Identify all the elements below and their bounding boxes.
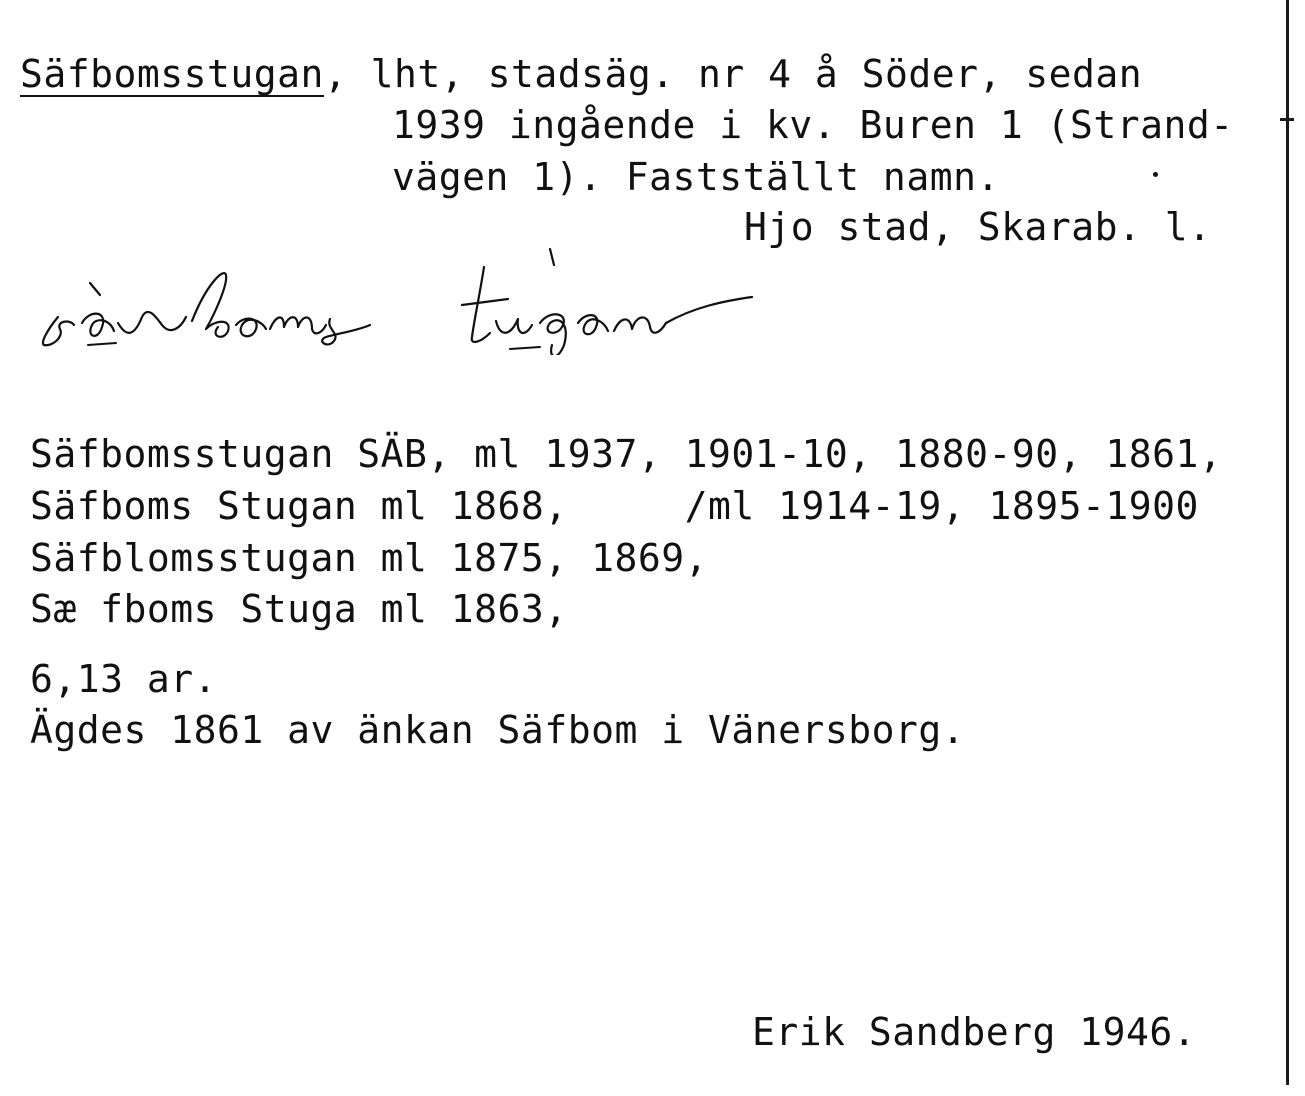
card-right-edge xyxy=(1286,0,1289,1085)
ink-speck xyxy=(1153,172,1158,177)
area-line: 6,13 ar. xyxy=(30,657,218,701)
header-line-1 xyxy=(20,52,1142,96)
variant-line-3: Säfblomsstugan ml 1875, 1869, xyxy=(30,536,708,580)
headword: Säfbomsstugan xyxy=(20,52,324,96)
header-line-2: 1939 ingående i kv. Buren 1 (Strand- xyxy=(392,103,1234,147)
location-line: Hjo stad, Skarab. l. xyxy=(744,205,1212,249)
variant-line-1: Säfbomsstugan SÄB, ml 1937, 1901-10, 1880-90, 1861, xyxy=(30,432,1223,476)
note-line: Ägdes 1861 av änkan Säfbom i Vänersborg. xyxy=(30,708,966,752)
signature: Erik Sandberg 1946. xyxy=(752,1010,1197,1054)
handwritten-form xyxy=(30,245,760,355)
variant-line-4: Sæ fboms Stuga ml 1863, xyxy=(30,587,568,631)
header-line-1-text: , lht, stadsäg. nr 4 å Söder, sedan xyxy=(323,52,1143,96)
header-line-3: vägen 1). Fastställt namn. xyxy=(392,155,1000,199)
variant-line-2: Säfboms Stugan ml 1868, /ml 1914-19, 1895-1900 xyxy=(30,484,1199,528)
card-edge-mark xyxy=(1280,118,1294,121)
